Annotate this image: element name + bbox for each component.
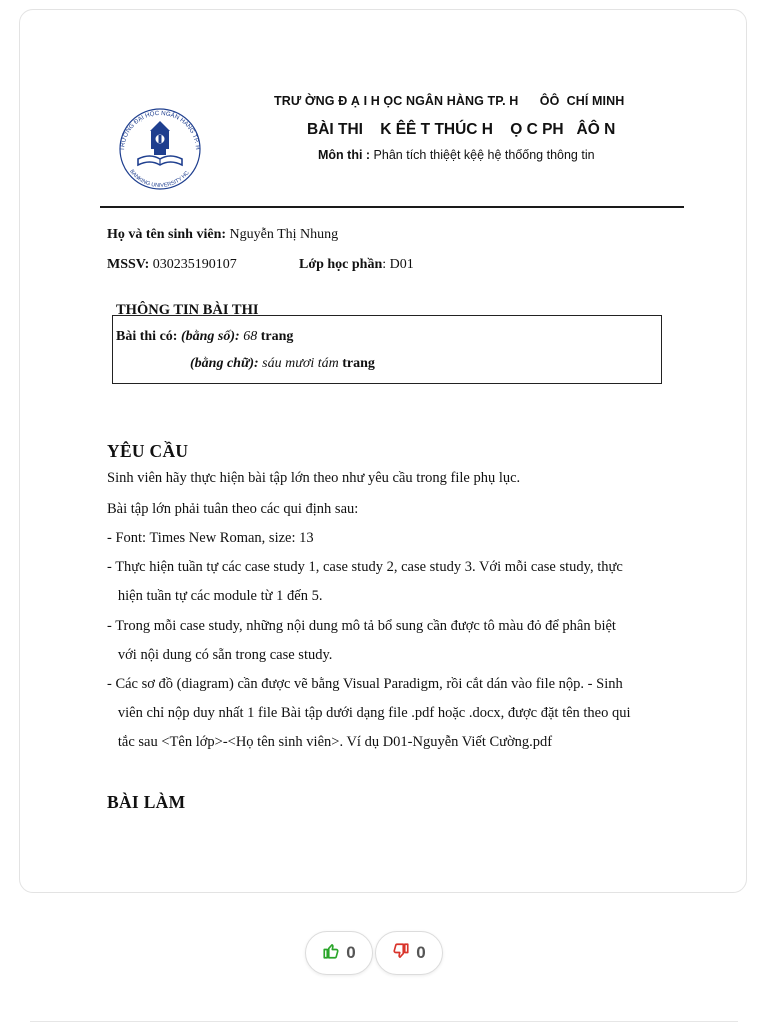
by-words-label: (bằng chữ): <box>190 356 259 371</box>
pages-unit: trang <box>257 329 294 344</box>
pages-unit-words: trang <box>338 356 375 371</box>
by-number-label: (bằng số): <box>180 329 240 344</box>
dislike-button[interactable] <box>375 931 443 975</box>
svg-text:BANKING UNIVERSITY HCMC: BANKING UNIVERSITY HC <box>128 168 191 189</box>
requirement-line: - Trong mỗi case study, những nội dung mô tả bổ sung cần được tô màu đỏ để phân biệt <box>107 618 616 634</box>
requirement-line: - Font: Times New Roman, size: 13 <box>107 530 314 546</box>
requirement-line: tắc sau <Tên lớp>-<Họ tên sinh viên>. Ví dụ D01-Nguyễn Viết Cường.pdf <box>107 734 553 750</box>
like-button[interactable] <box>305 931 373 975</box>
student-id-label: MSSV: <box>107 257 150 272</box>
student-name-line <box>107 227 338 243</box>
class-value: : D01 <box>382 257 414 272</box>
requirement-line: hiện tuần tự các module từ 1 đến 5. <box>107 588 323 604</box>
student-name-value: Nguyễn Thị Nhung <box>226 227 339 242</box>
exam-info-title: THÔNG TIN BÀI THI <box>116 302 259 318</box>
thumbs-up-icon <box>322 942 340 965</box>
university-logo <box>110 101 210 193</box>
subject-line <box>318 148 595 162</box>
exam-info-box <box>112 315 662 384</box>
requirement-line: Sinh viên hãy thực hiện bài tập lớn theo như yêu cầu trong file phụ lục. <box>107 470 521 486</box>
svg-text:TRƯỜNG ĐẠI HỌC NGÂN HÀNG TP. H: TRƯỜNG ĐẠI HỌC NGÂN HÀNG TP. H <box>118 109 202 152</box>
pages-label: Bài thi có: <box>116 329 181 344</box>
header-divider <box>100 206 684 208</box>
student-id-line <box>107 257 237 273</box>
requirements-heading: YÊU CẦU <box>107 441 189 461</box>
exam-title: BÀI THI K ÊÊ T THÚC H Ọ C PH ÂÔ N <box>307 121 616 138</box>
pages-number: 68 <box>239 329 258 344</box>
thumbs-down-icon <box>392 942 410 965</box>
requirement-line: - Thực hiện tuần tự các case study 1, case study 2, case study 3. Với mỗi case study, thực <box>107 559 623 575</box>
student-id-value: 030235190107 <box>149 257 237 272</box>
like-count: 0 <box>346 943 356 962</box>
requirement-line: với nội dung có sẵn trong case study. <box>107 647 333 663</box>
pages-words: sáu mươi tám <box>258 356 339 371</box>
pages-number-line <box>116 329 293 345</box>
class-line <box>299 257 414 273</box>
student-name-label: Họ và tên sinh viên: <box>107 227 227 242</box>
school-name: TRƯ ỜNG Đ Ạ I H ỌC NGÂN HÀNG TP. H ÔÔ CHÍ MINH <box>274 94 625 108</box>
subject-label: Môn thi : <box>318 148 371 162</box>
class-label: Lớp học phần <box>299 257 383 272</box>
subject-value: Phân tích thiệệt kệệ hệ thốống thông tin <box>370 148 595 162</box>
footer-divider <box>30 1021 738 1022</box>
requirement-line: Bài tập lớn phải tuân theo các qui định sau: <box>107 501 359 517</box>
dislike-count: 0 <box>416 943 426 962</box>
answer-heading: BÀI LÀM <box>107 792 186 812</box>
requirement-line: - Các sơ đồ (diagram) cần được vẽ bằng Visual Paradigm, rồi cắt dán vào file nộp. - Sinh <box>107 676 623 692</box>
pages-words-line <box>190 356 375 372</box>
requirement-line: viên chỉ nộp duy nhất 1 file Bài tập dưới dạng file .pdf hoặc .docx, được đặt tên theo qui <box>107 705 631 721</box>
